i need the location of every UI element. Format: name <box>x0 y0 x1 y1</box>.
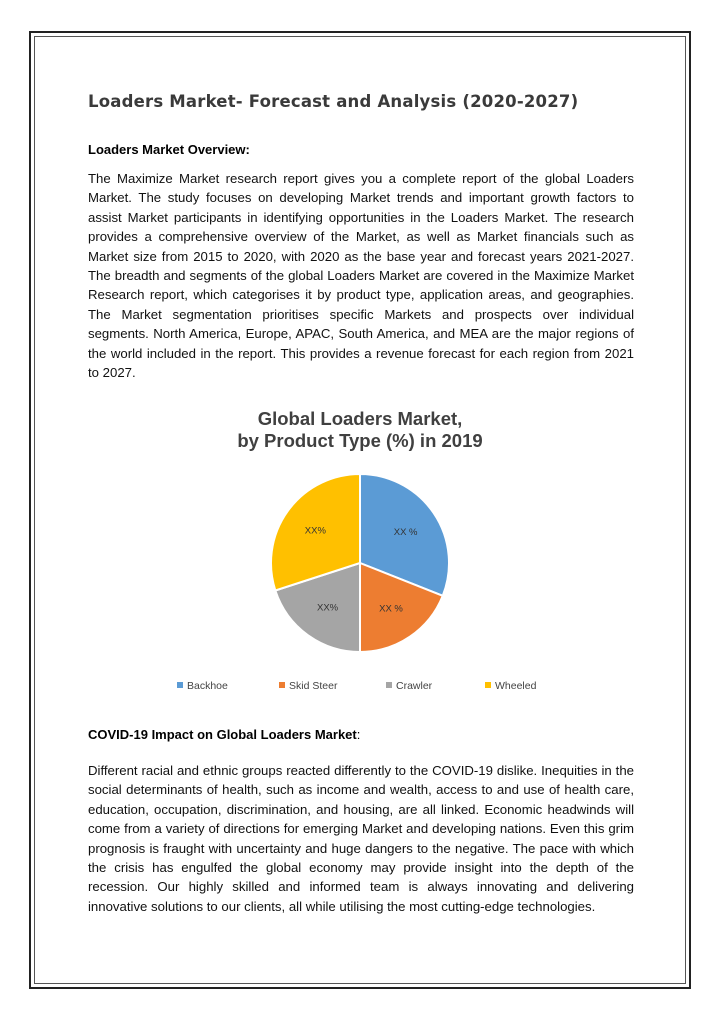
legend-swatch <box>279 682 285 688</box>
pie-chart-svg <box>160 400 560 705</box>
legend-label: Skid Steer <box>289 680 338 692</box>
pie-data-label: XX % <box>393 526 418 538</box>
page-title: Loaders Market- Forecast and Analysis (2020-2027) <box>88 92 579 111</box>
overview-paragraph: The Maximize Market research report gives you a complete report of the global Loaders Market. The study focuses on developing Market trends and important growth factors to assist Market participants in identifying opportunities in the Loaders Market. The research provides a comprehensive overview of the Market, as well as Market financials such as Market size from 2015 to 2020, with 2020 as the base year and forecast years 2021-2027. The breadth and segments of the global Loaders Market are covered in the Maximize Market Research report, which categorises it by product type, application areas, and geographies. The Market segmentation prioritises specific Markets and prospects over individual segments. North America, Europe, APAC, South America, and MEA are the major regions of the world included in the report. This provides a revenue forecast for each region from 2021 to 2027. <box>88 171 634 381</box>
legend-swatch <box>386 682 392 688</box>
legend-swatch <box>485 682 491 688</box>
covid-heading: COVID-19 Impact on Global Loaders Market <box>88 727 357 742</box>
legend-swatch <box>177 682 183 688</box>
pie-chart <box>160 400 560 705</box>
chart-legend <box>177 680 537 692</box>
pie-data-label: XX% <box>304 525 326 537</box>
pie-slices <box>271 474 449 652</box>
chart-title-line1: Global Loaders Market, <box>257 408 463 429</box>
chart-title-line2: by Product Type (%) in 2019 <box>237 430 483 451</box>
covid-heading-line <box>88 727 360 742</box>
overview-heading: Loaders Market Overview: <box>88 142 250 157</box>
legend-label: Backhoe <box>187 680 228 692</box>
legend-label: Wheeled <box>495 680 537 692</box>
pie-data-label: XX % <box>379 603 403 615</box>
legend-label: Crawler <box>396 680 433 692</box>
covid-heading-colon: : <box>356 727 361 742</box>
covid-paragraph: Different racial and ethnic groups reacted differently to the COVID-19 dislike. Inequities in the social determinants of health, such as income and wealth, access to and use of health care, education, occupation, discrimination, and housing, are all linked. Economic headwinds will come from a variety of directions for emerging Market and developing nations. Even this grim prognosis is fraught with uncertainty and huge dangers to the negative. The pace with which the crisis has engulfed the global economy may provide insight into the depth of the recession. Our highly skilled and informed team is always innovating and delivering innovative solutions to our clients, all while utilising the most cutting-edge technologies. <box>88 763 634 914</box>
pie-data-label: XX% <box>317 602 339 614</box>
